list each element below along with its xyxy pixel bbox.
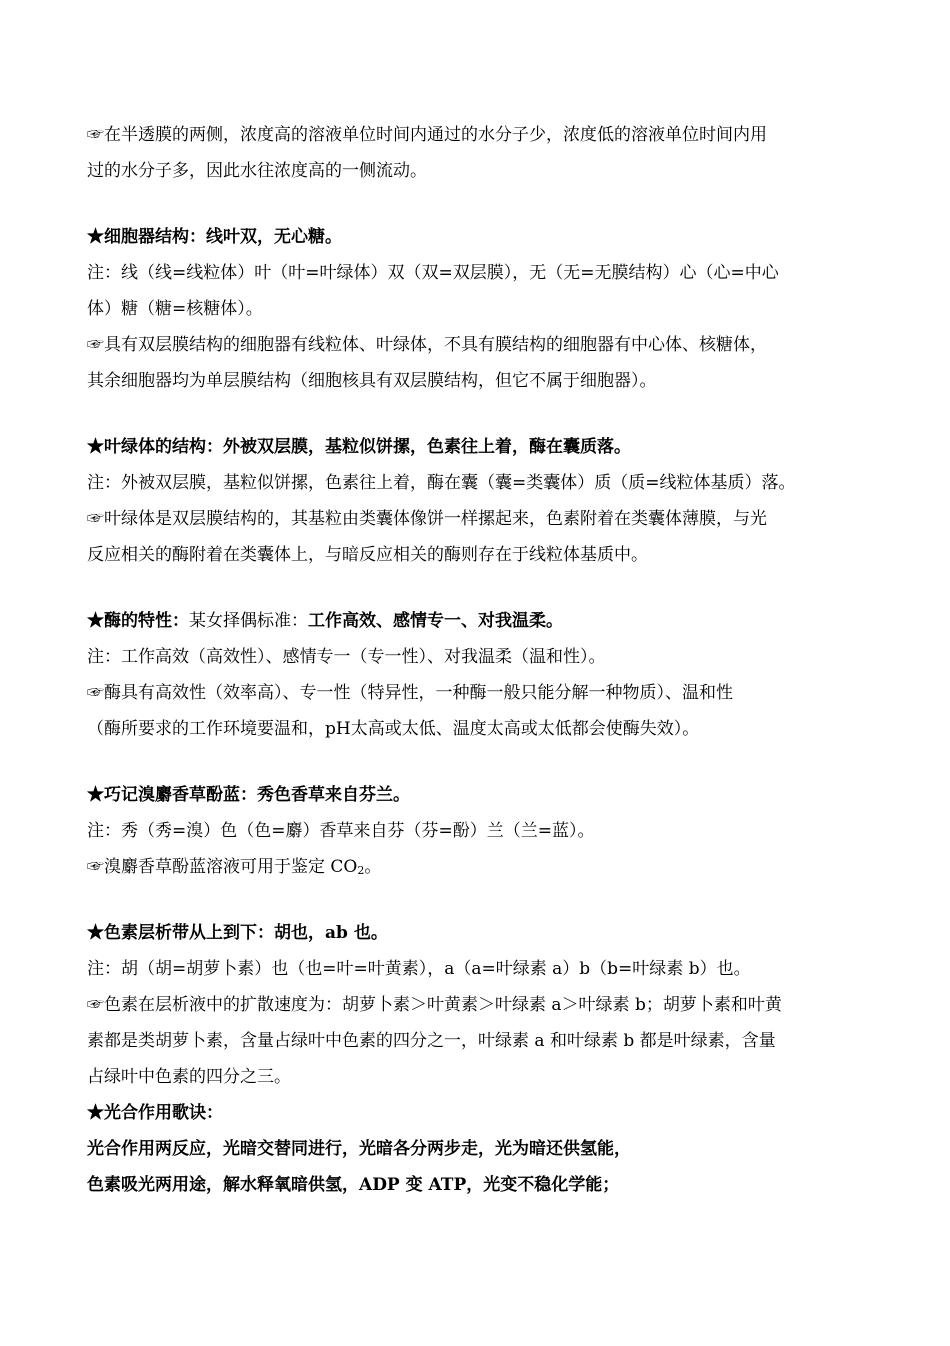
- spacer: [87, 399, 877, 429]
- section-heading: ★光合作用歌诀：: [87, 1103, 223, 1123]
- explanation-text: 。: [364, 857, 382, 877]
- section-pigment-bands: [87, 915, 877, 1095]
- text-line: 过的水分子多，因此水往浓度高的一侧流动。: [87, 161, 427, 181]
- spacer: [87, 747, 877, 777]
- subscript: 2: [357, 864, 365, 877]
- section-organelle-structure: [87, 219, 877, 399]
- explanation-line: [87, 849, 877, 885]
- note-line: 注：线（线=线粒体）叶（叶=叶绿体）双（双=双层膜），无（无=无膜结构）心（心=中心: [87, 263, 779, 283]
- spacer: [87, 885, 877, 915]
- note-line: 体）糖（糖=核糖体）。: [87, 299, 263, 319]
- verse-line: 色素吸光两用途，解水释氧暗供氢，ADP 变 ATP，光变不稳化学能；: [87, 1175, 620, 1195]
- explanation-text: ☞溴麝香草酚蓝溶液可用于鉴定 CO: [87, 857, 358, 877]
- section-enzyme-properties: [87, 603, 877, 747]
- note-line: 注：外被双层膜，基粒似饼摞，色素往上着，酶在囊（囊=类囊体）质（质=线粒体基质）落。: [87, 473, 796, 493]
- explanation-line: （酶所要求的工作环境要温和，pH太高或太低、温度太高或太低都会使酶失效）。: [87, 719, 700, 739]
- heading-part: 某女择偶标准：: [189, 611, 308, 631]
- section-heading: ★巧记溴麝香草酚蓝：秀色香草来自芬兰。: [87, 785, 410, 805]
- paragraph-osmosis: [87, 117, 877, 189]
- verse-line: 光合作用两反应，光暗交替同进行，光暗各分两步走，光为暗还供氢能，: [87, 1139, 631, 1159]
- text-line: ☞在半透膜的两侧，浓度高的溶液单位时间内通过的水分子少，浓度低的溶液单位时间内用: [87, 125, 767, 145]
- note-line: 注：工作高效（高效性）、感情专一（专一性）、对我温柔（温和性）。: [87, 647, 606, 667]
- explanation-line: 其余细胞器均为单层膜结构（细胞核具有双层膜结构，但它不属于细胞器）。: [87, 371, 657, 391]
- section-bromothymol-blue: [87, 777, 877, 885]
- explanation-line: 反应相关的酶附着在类囊体上，与暗反应相关的酶则存在于线粒体基质中。: [87, 545, 648, 565]
- section-chloroplast-structure: [87, 429, 877, 573]
- explanation-line: ☞具有双层膜结构的细胞器有线粒体、叶绿体，不具有膜结构的细胞器有中心体、核糖体，: [87, 335, 767, 355]
- explanation-line: 素都是类胡萝卜素，含量占绿叶中色素的四分之一，叶绿素 a 和叶绿素 b 都是叶绿素，含量: [87, 1031, 776, 1051]
- note-line: 注：秀（秀=溴）色（色=麝）香草来自芬（芬=酚）兰（兰=蓝）。: [87, 821, 595, 841]
- explanation-line: ☞叶绿体是双层膜结构的，其基粒由类囊体像饼一样摞起来，色素附着在类囊体薄膜，与光: [87, 509, 767, 529]
- explanation-line: 占绿叶中色素的四分之三。: [87, 1067, 291, 1087]
- note-line: 注：胡（胡=胡萝卜素）也（也=叶=叶黄素），a（a=叶绿素 a）b（b=叶绿素 b）也。: [87, 959, 751, 979]
- explanation-line: ☞色素在层析液中的扩散速度为：胡萝卜素＞叶黄素＞叶绿素 a＞叶绿素 b；胡萝卜素和叶黄: [87, 995, 782, 1015]
- explanation-line: ☞酶具有高效性（效率高）、专一性（特异性，一种酶一般只能分解一种物质）、温和性: [87, 683, 733, 703]
- spacer: [87, 189, 877, 219]
- document-page: [87, 117, 877, 1203]
- spacer: [87, 573, 877, 603]
- heading-part: 工作高效、感情专一、对我温柔。: [308, 611, 563, 631]
- heading-part: ★酶的特性：: [87, 611, 189, 631]
- section-heading: ★叶绿体的结构：外被双层膜，基粒似饼摞，色素往上着，酶在囊质落。: [87, 437, 631, 457]
- section-photosynthesis-verse: [87, 1095, 877, 1203]
- section-heading: ★色素层析带从上到下：胡也，ab 也。: [87, 923, 388, 943]
- section-heading: [87, 603, 877, 639]
- section-heading: ★细胞器结构：线叶双，无心糖。: [87, 227, 342, 247]
